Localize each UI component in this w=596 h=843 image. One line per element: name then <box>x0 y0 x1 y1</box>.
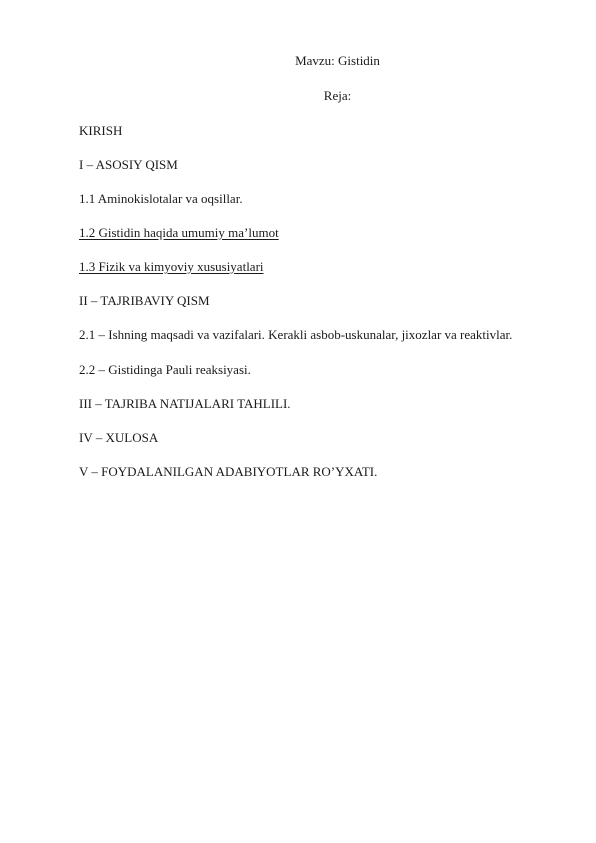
toc-item-results-analysis: III – TAJRIBA NATIJALARI TAHLILI. <box>79 396 291 411</box>
plan-label: Reja: <box>323 88 352 103</box>
toc-item-introduction: KIRISH <box>79 123 123 138</box>
toc-item-main-part: I – ASOSIY QISM <box>79 157 178 172</box>
toc-item-references: V – FOYDALANILGAN ADABIYOTLAR RO’YXATI. <box>79 464 378 479</box>
toc-item-1-3: 1.3 Fizik va kimyoviy xususiyatlari <box>79 259 264 274</box>
document-subject: Mavzu: Gistidin <box>295 53 380 68</box>
toc-item-experimental-part: II – TAJRIBAVIY QISM <box>79 293 210 308</box>
toc-item-2-1: 2.1 – Ishning maqsadi va vazifalari. Kerakli asbob-uskunalar, jixozlar va reaktivlar. <box>79 327 513 342</box>
toc-item-1-1: 1.1 Aminokislotalar va oqsillar. <box>79 191 243 206</box>
toc-item-conclusion: IV – XULOSA <box>79 430 159 445</box>
toc-item-1-2: 1.2 Gistidin haqida umumiy ma’lumot <box>79 225 279 240</box>
toc-item-2-2: 2.2 – Gistidinga Pauli reaksiyasi. <box>79 362 251 377</box>
